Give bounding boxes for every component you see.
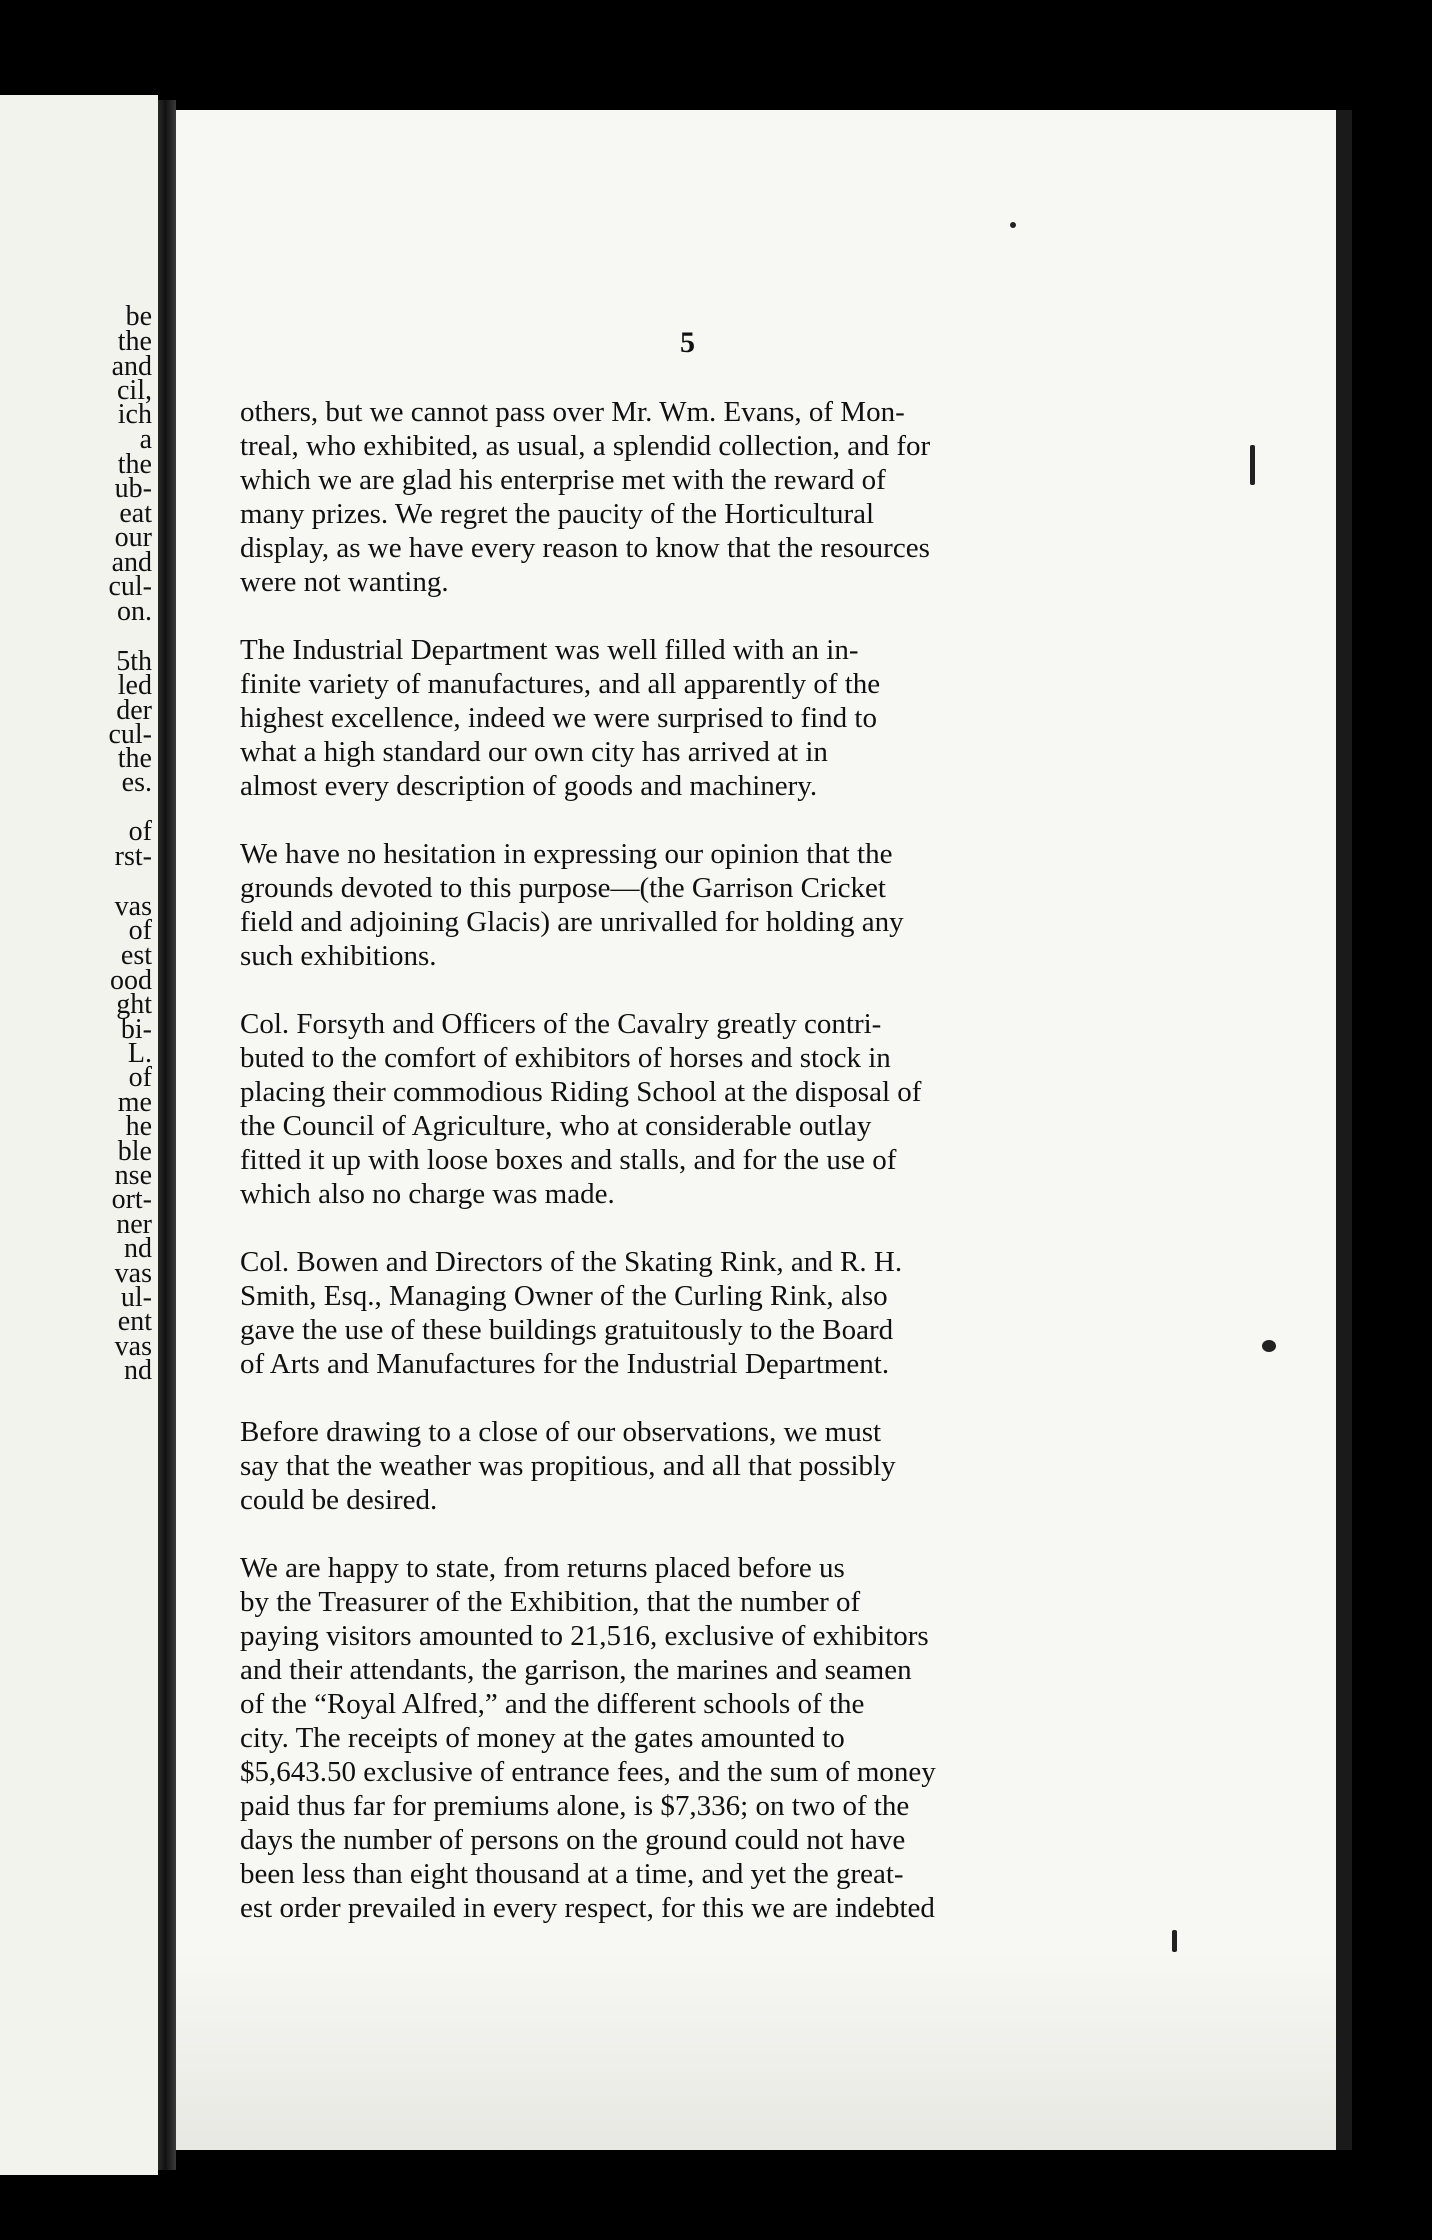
left-page-text-fragment: led (117, 670, 152, 701)
page-edge-shadow (1336, 110, 1352, 2150)
left-page-text-fragment: of (128, 816, 152, 847)
left-page-text-fragment: be (125, 301, 152, 332)
left-page-text-fragment: a (139, 424, 152, 455)
left-page-text-fragment: es. (121, 767, 152, 798)
left-page-text-fragment: vas (114, 1331, 152, 1362)
left-page-text-fragment: est (120, 940, 152, 971)
left-page-text-fragment: eat (119, 498, 152, 529)
ink-speck (1010, 222, 1016, 228)
left-page-text-fragment: ght (116, 989, 152, 1020)
left-page-text-fragment: on. (117, 596, 152, 627)
left-page-fragment (0, 95, 158, 2175)
left-page-text-fragment: ul- (120, 1282, 152, 1313)
book-gutter (158, 100, 176, 2170)
page-bottom-shading (176, 1950, 1336, 2150)
left-page-text-fragment: ble (117, 1136, 152, 1167)
left-page-text-fragment: vas (114, 1258, 152, 1289)
left-page-text-fragment: vas (114, 891, 152, 922)
left-page-text-fragment: ort- (111, 1184, 152, 1215)
paragraph-skating-rink: Col. Bowen and Directors of the Skating Rink, and R. H. Smith, Esq., Managing Owner of the Curling Rink, also gave the use of these buildings gratuitously to the Board of Arts and Manufactures for the Industrial Department. (240, 1246, 903, 1380)
left-page-text-fragment: me (117, 1087, 152, 1118)
left-page-text-fragment: our (114, 522, 152, 553)
left-page-text-fragment: and (111, 351, 152, 382)
left-page-text-fragment: the (117, 326, 152, 357)
left-page-text-fragment: ner (116, 1209, 152, 1240)
left-page-text-fragment: the (117, 449, 152, 480)
left-page-text-fragment: cul- (108, 719, 152, 750)
left-page-text-fragment: ub- (114, 473, 152, 504)
left-page-text-fragment: rst- (114, 841, 152, 872)
left-page-text-fragment: der (116, 695, 152, 726)
left-page-text-fragment: ich (117, 399, 152, 430)
left-page-text-fragment: L. (127, 1038, 152, 1069)
paragraph-grounds: We have no hesitation in expressing our opinion that the grounds devoted to this purpose—(the Garrison Cricket field and adjoining Glacis) are unrivalled for holding any such exhibitions. (240, 838, 904, 972)
body-text (240, 395, 1120, 1925)
paragraph-evans: others, but we cannot pass over Mr. Wm. Evans, of Mon- treal, who exhibited, as usual, a splendid collection, and for which we are glad his enterprise met with the reward of many prizes. We regret the paucity of the Horticultural display, as we have every reason to know that the resources were not wanting. (240, 396, 931, 598)
left-page-text-fragment: cil, (117, 375, 152, 406)
left-page-text-fragment: 5th (116, 646, 152, 677)
left-page-text-fragment: nd (124, 1233, 152, 1264)
paragraph-cavalry: Col. Forsyth and Officers of the Cavalry greatly contri- buted to the comfort of exhibitors of horses and stock in placing their commodious Riding School at the disposal of the Council of Agriculture, who at considerable outlay fitted it up with loose boxes and stalls, and for the use of which also no charge was made. (240, 1008, 922, 1210)
left-page-text-fragment: cul- (108, 571, 152, 602)
paragraph-industrial-department: The Industrial Department was well filled with an in- finite variety of manufactures, and all apparently of the highest excellence, indeed we were surprised to find to what a high standard our own city has arrived at in almost every description of goods and machinery. (240, 634, 881, 802)
ink-speck (1250, 445, 1255, 485)
page-number: 5 (680, 326, 695, 359)
ink-speck (1262, 1340, 1276, 1352)
left-page-text-fragment: bi- (120, 1014, 152, 1045)
left-page-text-fragment: of (128, 1062, 152, 1093)
paragraph-weather: Before drawing to a close of our observations, we must say that the weather was propitious, and all that possibly could be desired. (240, 1416, 896, 1516)
left-page-text-fragment: nse (114, 1160, 152, 1191)
left-page-text-fragment: he (125, 1111, 152, 1142)
left-page-text-fragment: ent (117, 1306, 152, 1337)
left-page-text-fragment: the (117, 743, 152, 774)
ink-speck (1172, 1930, 1177, 1952)
left-page-text-fragment: nd (124, 1355, 152, 1386)
paragraph-visitors-receipts: We are happy to state, from returns placed before us by the Treasurer of the Exhibition, that the number of paying visitors amounted to 21,516, exclusive of exhibitors and their attendants, the garrison, the marines and seamen of the “Royal Alfred,” and the different schools of the city. The receipts of money at the gates amounted to $5,643.50 exclusive of entrance fees, and the sum of money paid thus far for premiums alone, is $7,336; on two of the days the number of persons on the ground could not have been less than eight thousand at a time, and yet the great- est order prevailed in every respect, for this we are indebted (240, 1552, 936, 1924)
left-page-text-fragment: ood (110, 965, 152, 996)
left-page-text-fragment: and (111, 547, 152, 578)
left-page-text-fragment: of (128, 915, 152, 946)
